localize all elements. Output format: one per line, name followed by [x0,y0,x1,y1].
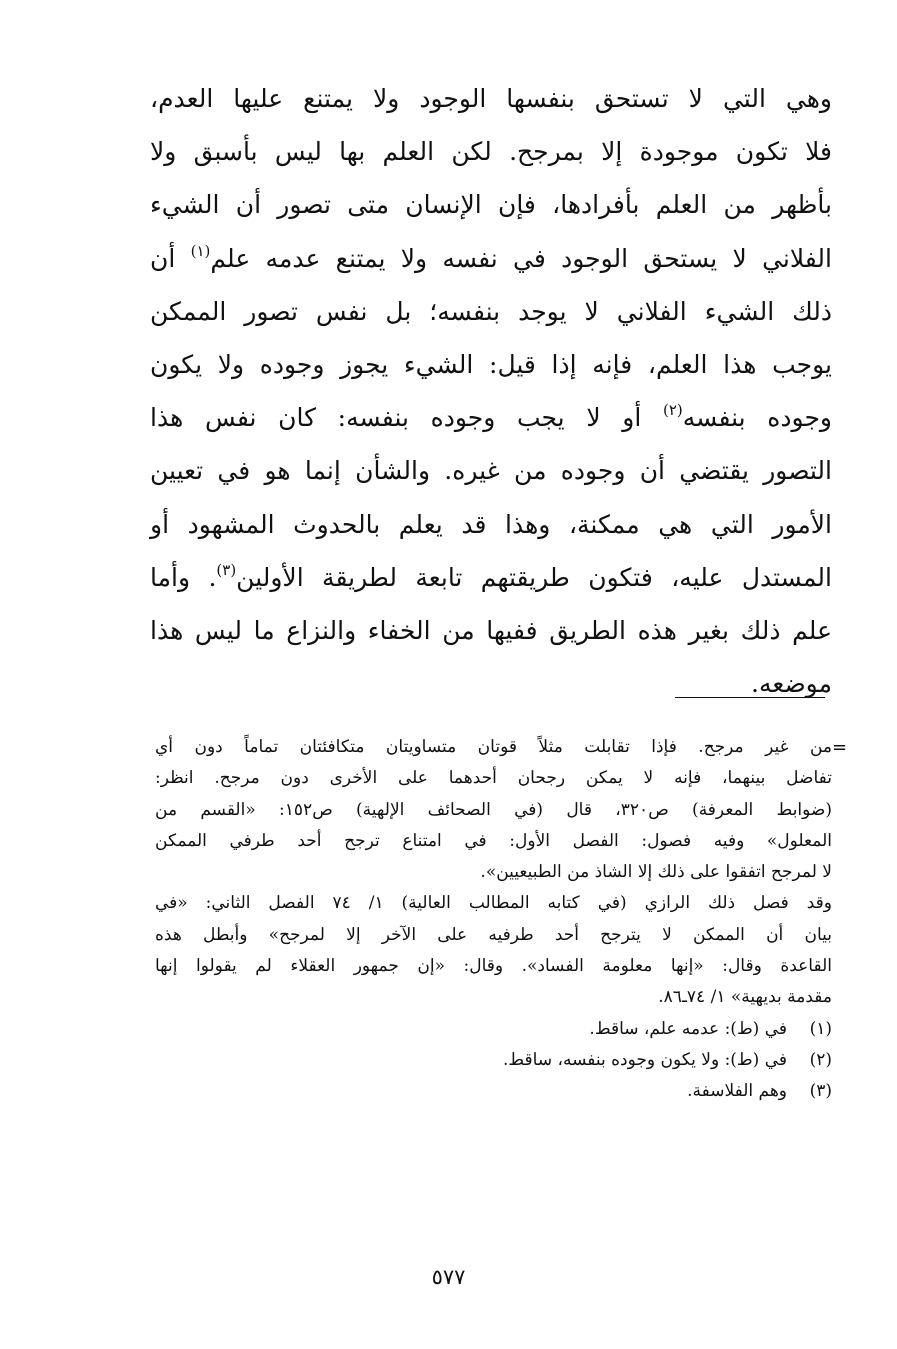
text-line: فلا تكون موجودة إلا بمرجح. لكن العلم بها ليس بأسبق ولا [150,137,832,167]
page-number: ٥٧٧ [431,1265,466,1289]
text-segment: أن [150,243,191,273]
footnote-text: وهم الفلاسفة. [687,1081,787,1102]
continuation-mark: = [832,737,848,758]
footnote-item [155,1045,832,1076]
footnote-line: لا لمرجح اتفقوا على ذلك إلا الشاذ من الطبيعيين». [480,862,832,883]
text-line: وهي التي لا تستحق بنفسها الوجود ولا يمتنع عليها العدم، [150,84,832,113]
text-line: الأمور التي هي ممكنة، وهذا قد يعلم بالحدوث المشهود أو [150,509,832,539]
footnote-separator [675,697,825,698]
text-segment: وجوده بنفسه [682,403,832,433]
footnote-line: تفاضل بينهما، فإنه لا يمكن رجحان أحدهما على الأخرى دون مرجح. انظر: [155,768,832,789]
footnote-line: مقدمة بديهية» ١/ ٧٤ـ٨٦. [658,987,832,1008]
footnote-line: (ضوابط المعرفة) ص٣٢٠، قال (في الصحائف الإلهية) ص١٥٢: «القسم من [155,799,832,820]
footnote-line: المعلول» وفيه فصول: الفصل الأول: في امتناع ترجح أحد طرفي الممكن [155,830,832,851]
text-line: التصور يقتضي أن وجوده من غيره. والشأن إنما هو في تعيين [150,456,832,486]
footnote-item [155,1076,832,1107]
footnote-line: من غير مرجح. فإذا تقابلت مثلاً قوتان متساويتان متكافئتان تماماً دون أي [155,737,832,757]
text-segment: الفلاني لا يستحق الوجود في نفسه ولا يمتنع عدمه علم [210,243,832,273]
text-segment: المستدل عليه، فتكون طريقتهم تابعة لطريقة الأولين [236,562,832,592]
footnote-item [155,1014,832,1045]
footnote-number: (١) [809,1018,832,1039]
footnote-line: بيان أن الممكن لا يترجح أحد طرفيه على الآخر إلا لمرجح» وأبطل هذه [155,924,832,945]
footnotes [155,732,832,1108]
text-segment: . وأما [150,562,217,592]
text-line: ذلك الشيء الفلاني لا يوجد بنفسه؛ بل نفس تصور الممكن [150,296,832,326]
main-text [150,72,832,710]
text-line [150,551,832,604]
text-line [150,391,832,444]
text-line [150,232,832,285]
footnote-text: في (ط): ولا يكون وجوده بنفسه، ساقط. [502,1049,787,1070]
text-segment: أو لا يجب وجوده بنفسه: كان نفس هذا [150,403,663,433]
text-line: بأظهر من العلم بأفرادها، فإن الإنسان متى تصور أن الشيء [150,190,832,220]
footnote-line: القاعدة وقال: «إنها معلومة الفساد». وقال: «إن جمهور العقلاء لم يقولوا إنها [155,956,832,977]
text-line: يوجب هذا العلم، فإنه إذا قيل: الشيء يجوز وجوده ولا يكون [150,350,832,380]
text-line: علم ذلك بغير هذه الطريق ففيها من الخفاء والنزاع ما ليس هذا [150,616,832,646]
footnote-number: (٣) [809,1081,832,1102]
footnote-ref-1[interactable]: (١) [190,241,211,260]
footnote-ref-2[interactable]: (٢) [662,401,683,420]
footnote-text: في (ط): عدمه علم، ساقط. [589,1018,787,1039]
text-line: موضعه. [751,669,832,699]
footnote-line: وقد فصل ذلك الرازي (في كتابه المطالب العالية) ١/ ٧٤ الفصل الثاني: «في [155,893,833,914]
footnote-ref-3[interactable]: (٣) [216,560,237,579]
footnote-number: (٢) [809,1049,832,1070]
